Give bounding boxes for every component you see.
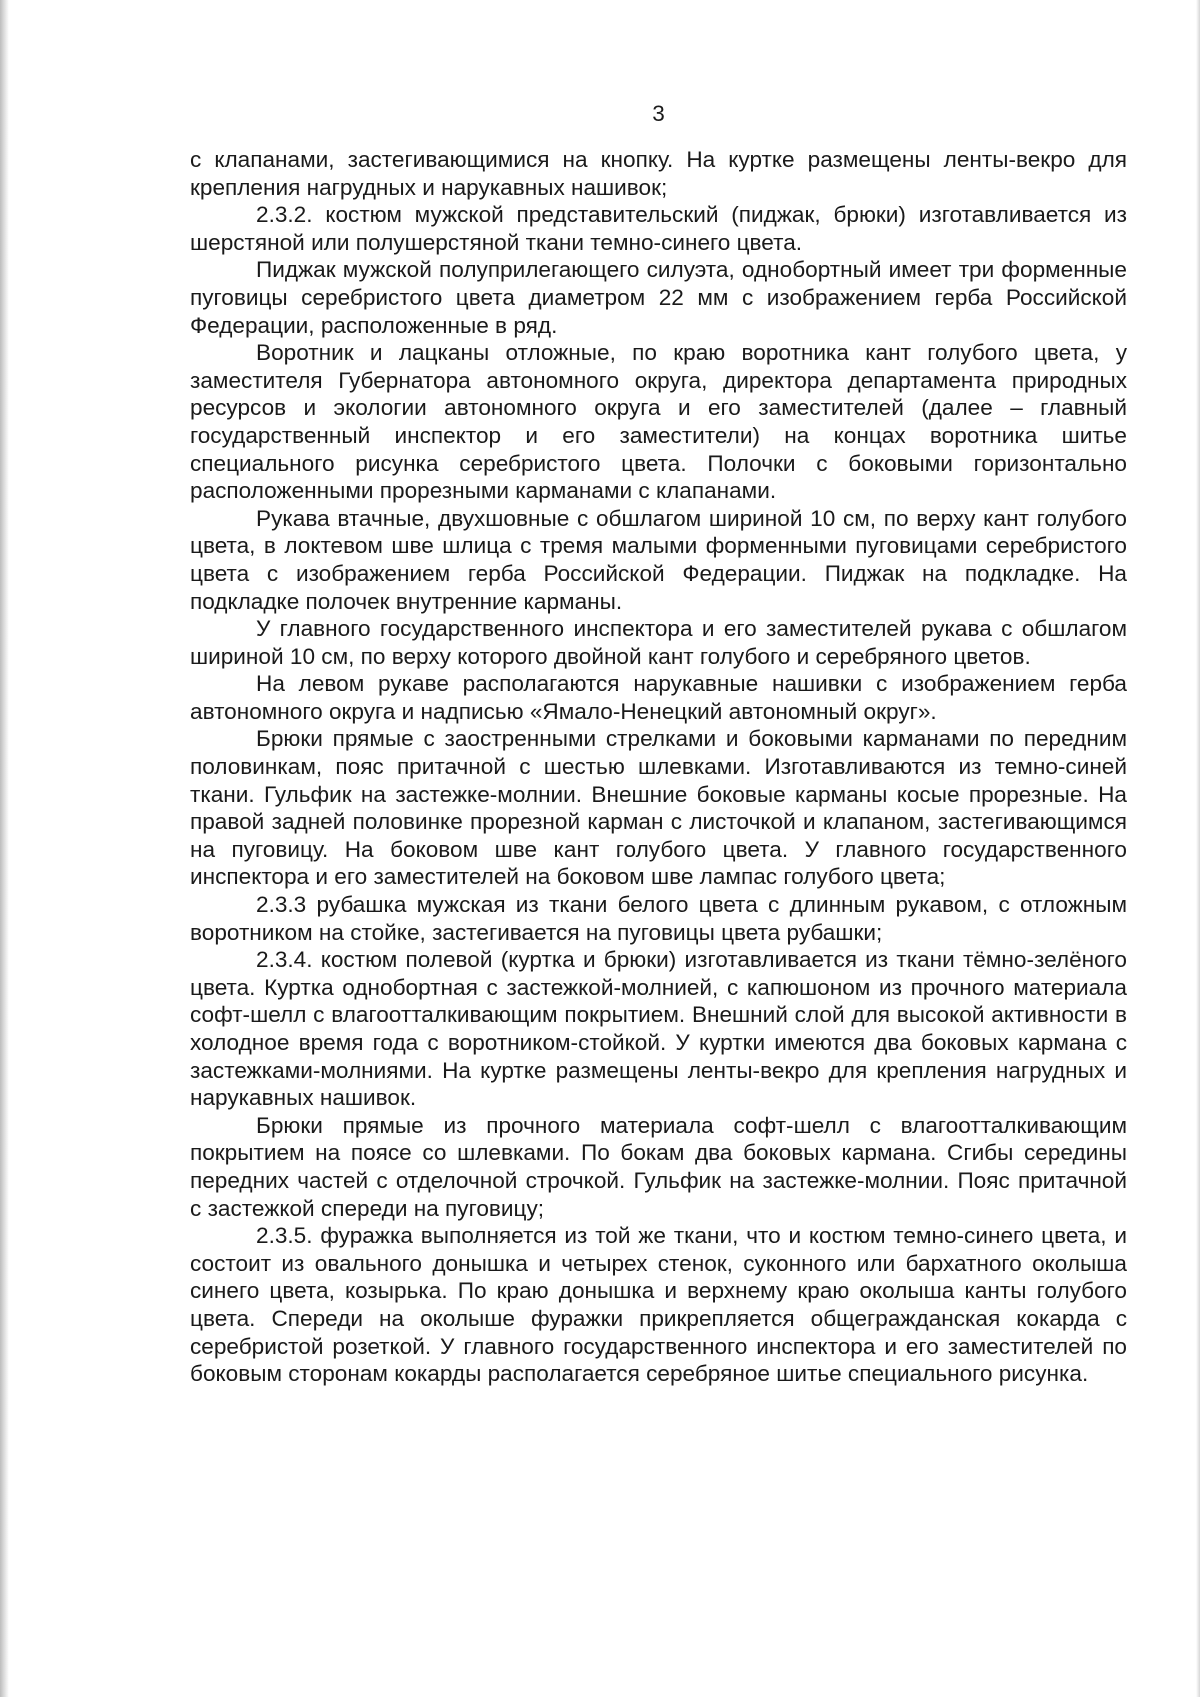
document-page	[190, 96, 1127, 1388]
paragraph-cap: 2.3.5. фуражка выполняется из той же ткани, что и костюм темно-синего цвета, и состоит из овального донышка и четырех стенок, суконного или бархатного околыша синего цвета, козырька. По краю донышка и верхнему краю околыша канты голубого цвета. Спереди на околыше фуражки прикрепляется общегражданская кокарда с серебристой розеткой. У главного государственного инспектора и его заместителей по боковым сторонам кокарды располагается серебряное шитье специального рисунка.	[190, 1223, 1127, 1387]
paragraph-shirt: 2.3.3 рубашка мужская из ткани белого цвета с длинным рукавом, с отложным воротником на стойке, застегивается на пуговицы цвета рубашки;	[190, 892, 1127, 945]
paragraph-sleeve-patches: На левом рукаве располагаются нарукавные нашивки с изображением герба автономного округа и надписью «Ямало-Ненецкий автономный округ».	[190, 671, 1127, 724]
paragraph-suit-formal: 2.3.2. костюм мужской представительский (пиджак, брюки) изготавливается из шерстяной или полушерстяной ткани темно-синего цвета.	[190, 202, 1127, 255]
scan-shadow-left	[0, 0, 9, 1697]
paragraph-field-trousers: Брюки прямые из прочного материала софт-шелл с влагоотталкивающим покрытием на поясе со шлевками. По бокам два боковых кармана. Сгибы середины передних частей с отделочной строчкой. Гульфик на застежке-молнии. Пояс притачной с застежкой спереди на пуговицу;	[190, 1112, 1127, 1221]
paragraph-jacket: Пиджак мужской полуприлегающего силуэта, однобортный имеет три форменные пуговицы серебристого цвета диаметром 22 мм с изображением герба Российской Федерации, расположенные в ряд.	[190, 257, 1127, 338]
paragraph-sleeves: Рукава втачные, двухшовные с обшлагом шириной 10 см, по верху кант голубого цвета, в локтевом шве шлица с тремя малыми форменными пуговицами серебристого цвета с изображением герба Российской Федерации. Пиджак на подкладке. На подкладке полочек внутренние карманы.	[190, 505, 1127, 614]
page-number: 3	[652, 101, 665, 126]
paragraph-trousers: Брюки прямые с заостренными стрелками и боковыми карманами по передним половинкам, пояс притачной с шестью шлевками. Изготавливаются из темно-синей ткани. Гульфик на застежке-молнии. Внешние боковые карманы косые прорезные. На правой задней половинке прорезной карман с листочкой и клапаном, застегивающимся на пуговицу. На боковом шве кант голубого цвета. У главного государственного инспектора и его заместителей на боковом шве лампас голубого цвета;	[190, 726, 1127, 890]
paragraph-inspector-sleeves: У главного государственного инспектора и его заместителей рукава с обшлагом шириной 10 см, по верху которого двойной кант голубого и серебряного цветов.	[190, 616, 1127, 669]
paragraph-continuation: с клапанами, застегивающимися на кнопку. На куртке размещены ленты-векро для крепления нагрудных и нарукавных нашивок;	[190, 147, 1127, 200]
scan-shadow-right	[1196, 0, 1200, 1697]
paragraph-field-suit: 2.3.4. костюм полевой (куртка и брюки) изготавливается из ткани тёмно-зелёного цвета. Куртка однобортная с застежкой-молнией, с капюшоном из прочного материала софт-шелл с влагоотталкивающим покрытием. Внешний слой для высокой активности в холодное время года с воротником-стойкой. У куртки имеются два боковых кармана с застежками-молниями. На куртке размещены ленты-векро для крепления нагрудных и нарукавных нашивок.	[190, 947, 1127, 1111]
paragraph-collar: Воротник и лацканы отложные, по краю воротника кант голубого цвета, у заместителя Губернатора автономного округа, директора департамента природных ресурсов и экологии автономного округа и его заместителей (далее – главный государственный инспектор и его заместители) на концах воротника шитье специального рисунка серебристого цвета. Полочки с боковыми горизонтально расположенными прорезными карманами с клапанами.	[190, 340, 1127, 504]
